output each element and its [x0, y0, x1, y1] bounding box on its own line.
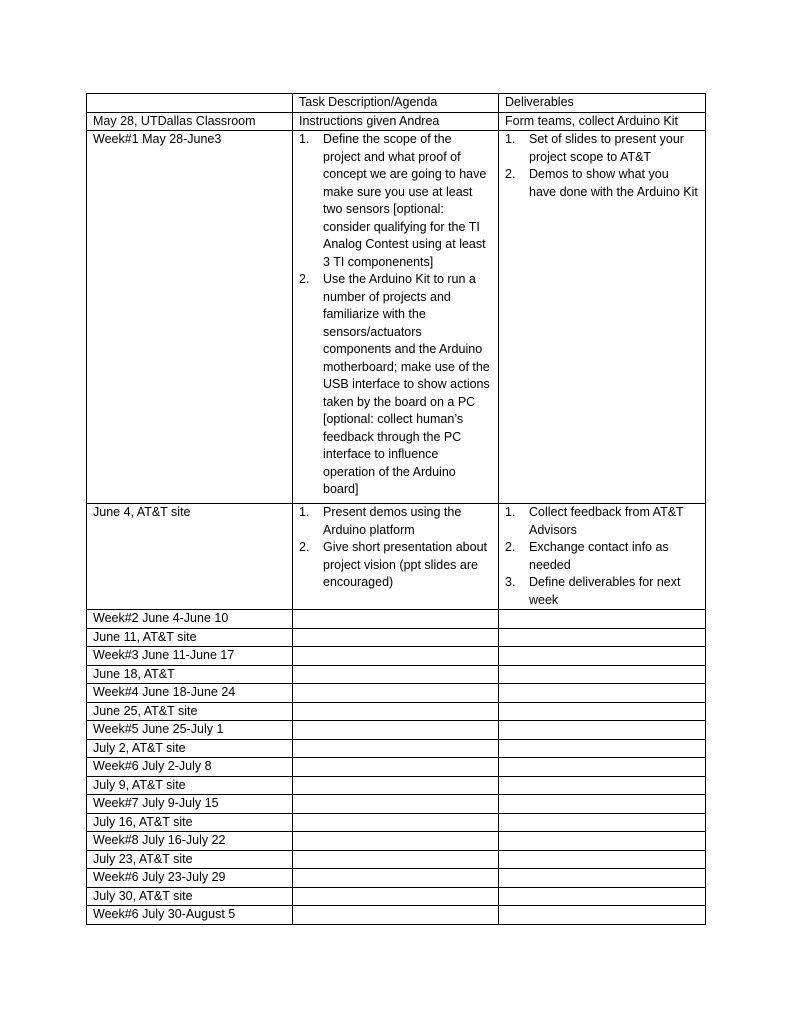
header-row — [87, 94, 706, 113]
table-row — [87, 813, 706, 832]
task-cell — [293, 684, 499, 703]
task-cell — [293, 795, 499, 814]
task-cell — [293, 647, 499, 666]
list-item — [505, 166, 699, 201]
task-cell — [293, 504, 499, 610]
list-number: 2. — [299, 272, 310, 286]
list-item — [299, 504, 492, 539]
deliverables-cell — [499, 906, 706, 925]
task-cell — [293, 628, 499, 647]
list-number: 2. — [505, 167, 516, 181]
deliverables-cell — [499, 684, 706, 703]
task-cell — [293, 131, 499, 504]
list-item — [505, 131, 699, 166]
task-cell — [293, 906, 499, 925]
deliverables-cell — [499, 832, 706, 851]
deliverables-cell — [499, 610, 706, 629]
date-cell: July 9, AT&T site — [87, 776, 293, 795]
list-number: 1. — [505, 132, 516, 146]
task-cell — [293, 721, 499, 740]
table-row — [87, 869, 706, 888]
task-cell — [293, 850, 499, 869]
deliverables-cell: Form teams, collect Arduino Kit — [499, 112, 706, 131]
deliverables-cell — [499, 887, 706, 906]
list-text: Use the Arduino Kit to run a number of projects and familiarize with the sensors/actuators components and the Arduino motherboard; make use of the USB interface to show actions taken by the board on a PC [optional: collect human’s feedback through the PC interface to influence operation of the Arduino board] — [323, 272, 490, 496]
table-row — [87, 850, 706, 869]
date-cell: June 18, AT&T — [87, 665, 293, 684]
date-cell: Week#6 July 23-July 29 — [87, 869, 293, 888]
date-cell: Week#1 May 28-June3 — [87, 131, 293, 504]
date-cell: June 11, AT&T site — [87, 628, 293, 647]
list-text: Define deliverables for next week — [529, 575, 681, 607]
table-row — [87, 610, 706, 629]
task-cell — [293, 702, 499, 721]
kickoff-row — [87, 112, 706, 131]
list-number: 3. — [505, 575, 516, 589]
list-text: Exchange contact info as needed — [529, 540, 669, 572]
task-cell — [293, 610, 499, 629]
table-row — [87, 628, 706, 647]
deliverables-list — [505, 131, 699, 201]
deliverables-cell — [499, 721, 706, 740]
task-cell — [293, 869, 499, 888]
date-cell: Week#7 July 9-July 15 — [87, 795, 293, 814]
deliverables-cell — [499, 758, 706, 777]
list-number: 1. — [299, 505, 310, 519]
date-cell: Week#4 June 18-June 24 — [87, 684, 293, 703]
deliverables-cell — [499, 628, 706, 647]
date-cell: June 25, AT&T site — [87, 702, 293, 721]
date-cell: Week#2 June 4-June 10 — [87, 610, 293, 629]
date-cell: Week#6 July 30-August 5 — [87, 906, 293, 925]
date-cell: July 23, AT&T site — [87, 850, 293, 869]
deliverables-cell — [499, 702, 706, 721]
table-row — [87, 684, 706, 703]
table-row — [87, 795, 706, 814]
deliverables-cell — [499, 131, 706, 504]
date-cell: Week#5 June 25-July 1 — [87, 721, 293, 740]
date-cell: Week#3 June 11-June 17 — [87, 647, 293, 666]
list-number: 2. — [505, 540, 516, 554]
deliverables-cell — [499, 850, 706, 869]
list-item — [299, 271, 492, 499]
list-text: Collect feedback from AT&T Advisors — [529, 505, 684, 537]
task-cell — [293, 665, 499, 684]
table-row — [87, 647, 706, 666]
task-cell — [293, 887, 499, 906]
deliverables-cell — [499, 665, 706, 684]
date-cell: June 4, AT&T site — [87, 504, 293, 610]
table-row — [87, 702, 706, 721]
deliverables-cell — [499, 813, 706, 832]
deliverables-cell — [499, 869, 706, 888]
date-cell: Week#8 July 16-July 22 — [87, 832, 293, 851]
task-cell: Instructions given Andrea — [293, 112, 499, 131]
list-item — [505, 574, 699, 609]
task-cell — [293, 832, 499, 851]
task-cell — [293, 739, 499, 758]
list-text: Set of slides to present your project scope to AT&T — [529, 132, 684, 164]
date-cell: July 16, AT&T site — [87, 813, 293, 832]
list-text: Give short presentation about project vision (ppt slides are encouraged) — [323, 540, 487, 589]
task-list — [299, 131, 492, 499]
list-number: 2. — [299, 540, 310, 554]
table-row — [87, 721, 706, 740]
task-list — [299, 504, 492, 592]
header-cell-date — [87, 94, 293, 113]
deliverables-cell — [499, 504, 706, 610]
task-cell — [293, 776, 499, 795]
list-text: Present demos using the Arduino platform — [323, 505, 462, 537]
deliverables-list — [505, 504, 699, 609]
date-cell: July 30, AT&T site — [87, 887, 293, 906]
deliverables-cell — [499, 647, 706, 666]
schedule-table — [86, 93, 706, 925]
table-row — [87, 832, 706, 851]
table-row — [87, 906, 706, 925]
table-row — [87, 665, 706, 684]
deliverables-cell — [499, 739, 706, 758]
task-cell — [293, 813, 499, 832]
table-row — [87, 739, 706, 758]
list-item — [505, 539, 699, 574]
list-text: Demos to show what you have done with the Arduino Kit — [529, 167, 698, 199]
deliverables-cell — [499, 776, 706, 795]
list-item — [505, 504, 699, 539]
date-cell: July 2, AT&T site — [87, 739, 293, 758]
table-row — [87, 887, 706, 906]
list-number: 1. — [505, 505, 516, 519]
table-row — [87, 776, 706, 795]
table-row — [87, 758, 706, 777]
list-item — [299, 131, 492, 271]
header-cell-task: Task Description/Agenda — [293, 94, 499, 113]
task-cell — [293, 758, 499, 777]
list-item — [299, 539, 492, 592]
date-cell: May 28, UTDallas Classroom — [87, 112, 293, 131]
week1-row — [87, 131, 706, 504]
list-text: Define the scope of the project and what proof of concept we are going to have make sure you use at least two sensors [optional: consider qualifying for the TI Analog Contest using at least 3 TI componenents] — [323, 132, 487, 269]
date-cell: Week#6 July 2-July 8 — [87, 758, 293, 777]
header-cell-deliverables: Deliverables — [499, 94, 706, 113]
june4-row — [87, 504, 706, 610]
list-number: 1. — [299, 132, 310, 146]
deliverables-cell — [499, 795, 706, 814]
